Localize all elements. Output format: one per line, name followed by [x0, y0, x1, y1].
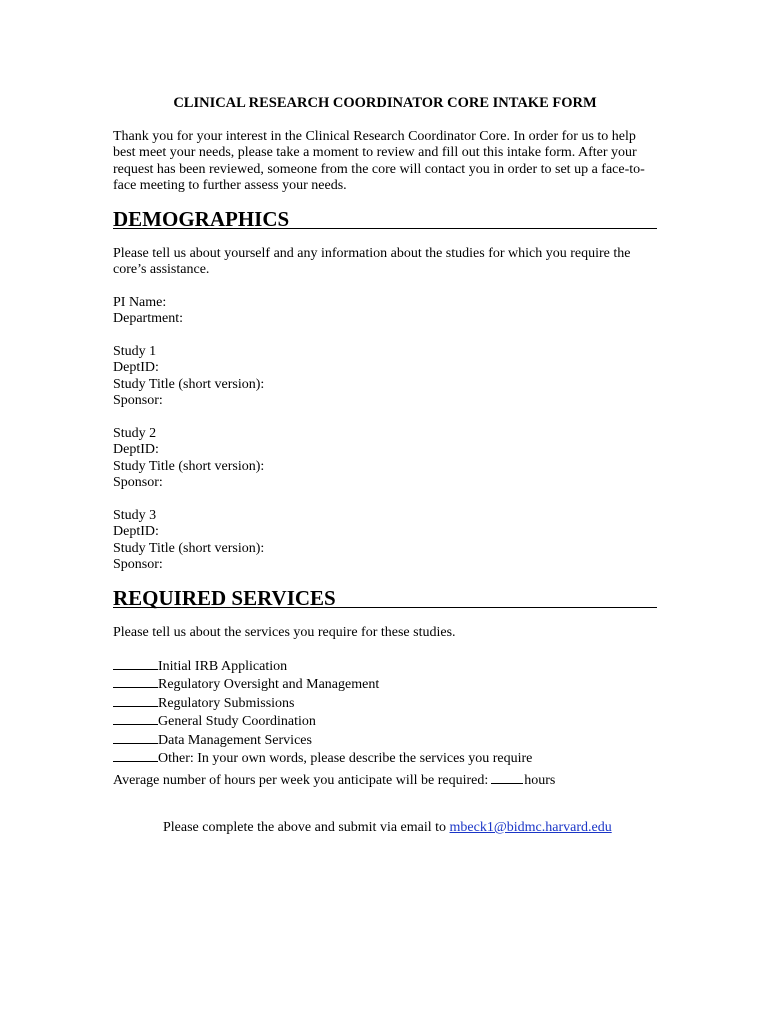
service-blank[interactable] — [113, 694, 158, 707]
pi-info-block — [113, 295, 657, 328]
study-1-block — [113, 344, 657, 410]
email-link[interactable]: mbeck1@bidmc.harvard.edu — [449, 820, 612, 835]
service-blank[interactable] — [113, 675, 158, 688]
service-item[interactable]: Regulatory Submissions — [113, 694, 657, 712]
study-2-deptid-field[interactable]: DeptID: — [113, 442, 159, 458]
study-2-short-title-field[interactable]: Study Title (short version): — [113, 458, 265, 474]
study-3-short-title-field[interactable]: Study Title (short version): — [113, 540, 265, 556]
study-1-short-title-field[interactable]: Study Title (short version): — [113, 376, 265, 392]
hours-line — [113, 771, 657, 789]
service-item[interactable]: Data Management Services — [113, 731, 657, 749]
required-services-heading: REQUIRED SERVICES — [113, 590, 657, 608]
service-blank[interactable] — [113, 731, 158, 744]
study-3-deptid-field[interactable]: DeptID: — [113, 524, 159, 540]
hours-blank[interactable] — [491, 771, 523, 784]
study-3-block — [113, 508, 657, 574]
hours-unit: hours — [524, 773, 556, 788]
submission-footer — [163, 820, 612, 836]
service-item[interactable]: Initial IRB Application — [113, 657, 657, 675]
hours-label: Average number of hours per week you anticipate will be required: — [113, 773, 489, 788]
footer-text: Please complete the above and submit via email to — [163, 820, 447, 835]
service-blank[interactable] — [113, 657, 158, 670]
pi-name-field[interactable]: PI Name: — [113, 295, 167, 310]
service-item[interactable]: Other: In your own words, please describe the services you require — [113, 749, 657, 767]
study-3-title: Study 3 — [113, 508, 157, 523]
study-3-sponsor-field[interactable]: Sponsor: — [113, 557, 163, 573]
study-1-title: Study 1 — [113, 344, 157, 359]
services-checklist — [113, 657, 657, 767]
services-instructions: Please tell us about the services you require for these studies. — [113, 625, 456, 640]
demographics-heading: DEMOGRAPHICS — [113, 211, 657, 229]
service-item[interactable]: General Study Coordination — [113, 712, 657, 730]
study-2-title: Study 2 — [113, 426, 157, 441]
study-1-sponsor-field[interactable]: Sponsor: — [113, 393, 163, 409]
study-2-block — [113, 426, 657, 492]
demographics-instructions: Please tell us about yourself and any information about the studies for which you require the core’s assistance. — [113, 246, 631, 278]
service-blank[interactable] — [113, 749, 158, 762]
study-1-deptid-field[interactable]: DeptID: — [113, 360, 159, 376]
department-field[interactable]: Department: — [113, 311, 183, 327]
form-title: CLINICAL RESEARCH COORDINATOR CORE INTAKE FORM — [173, 95, 597, 111]
service-blank[interactable] — [113, 712, 158, 725]
study-2-sponsor-field[interactable]: Sponsor: — [113, 475, 163, 491]
service-item[interactable]: Regulatory Oversight and Management — [113, 675, 657, 693]
intro-paragraph: Thank you for your interest in the Clinical Research Coordinator Core. In order for us to help best meet your needs, please take a moment to review and fill out this intake form. After your request has been reviewed, someone from the core will contact you in order to set up a face-to-face meeting to further assess your needs. — [113, 129, 645, 194]
